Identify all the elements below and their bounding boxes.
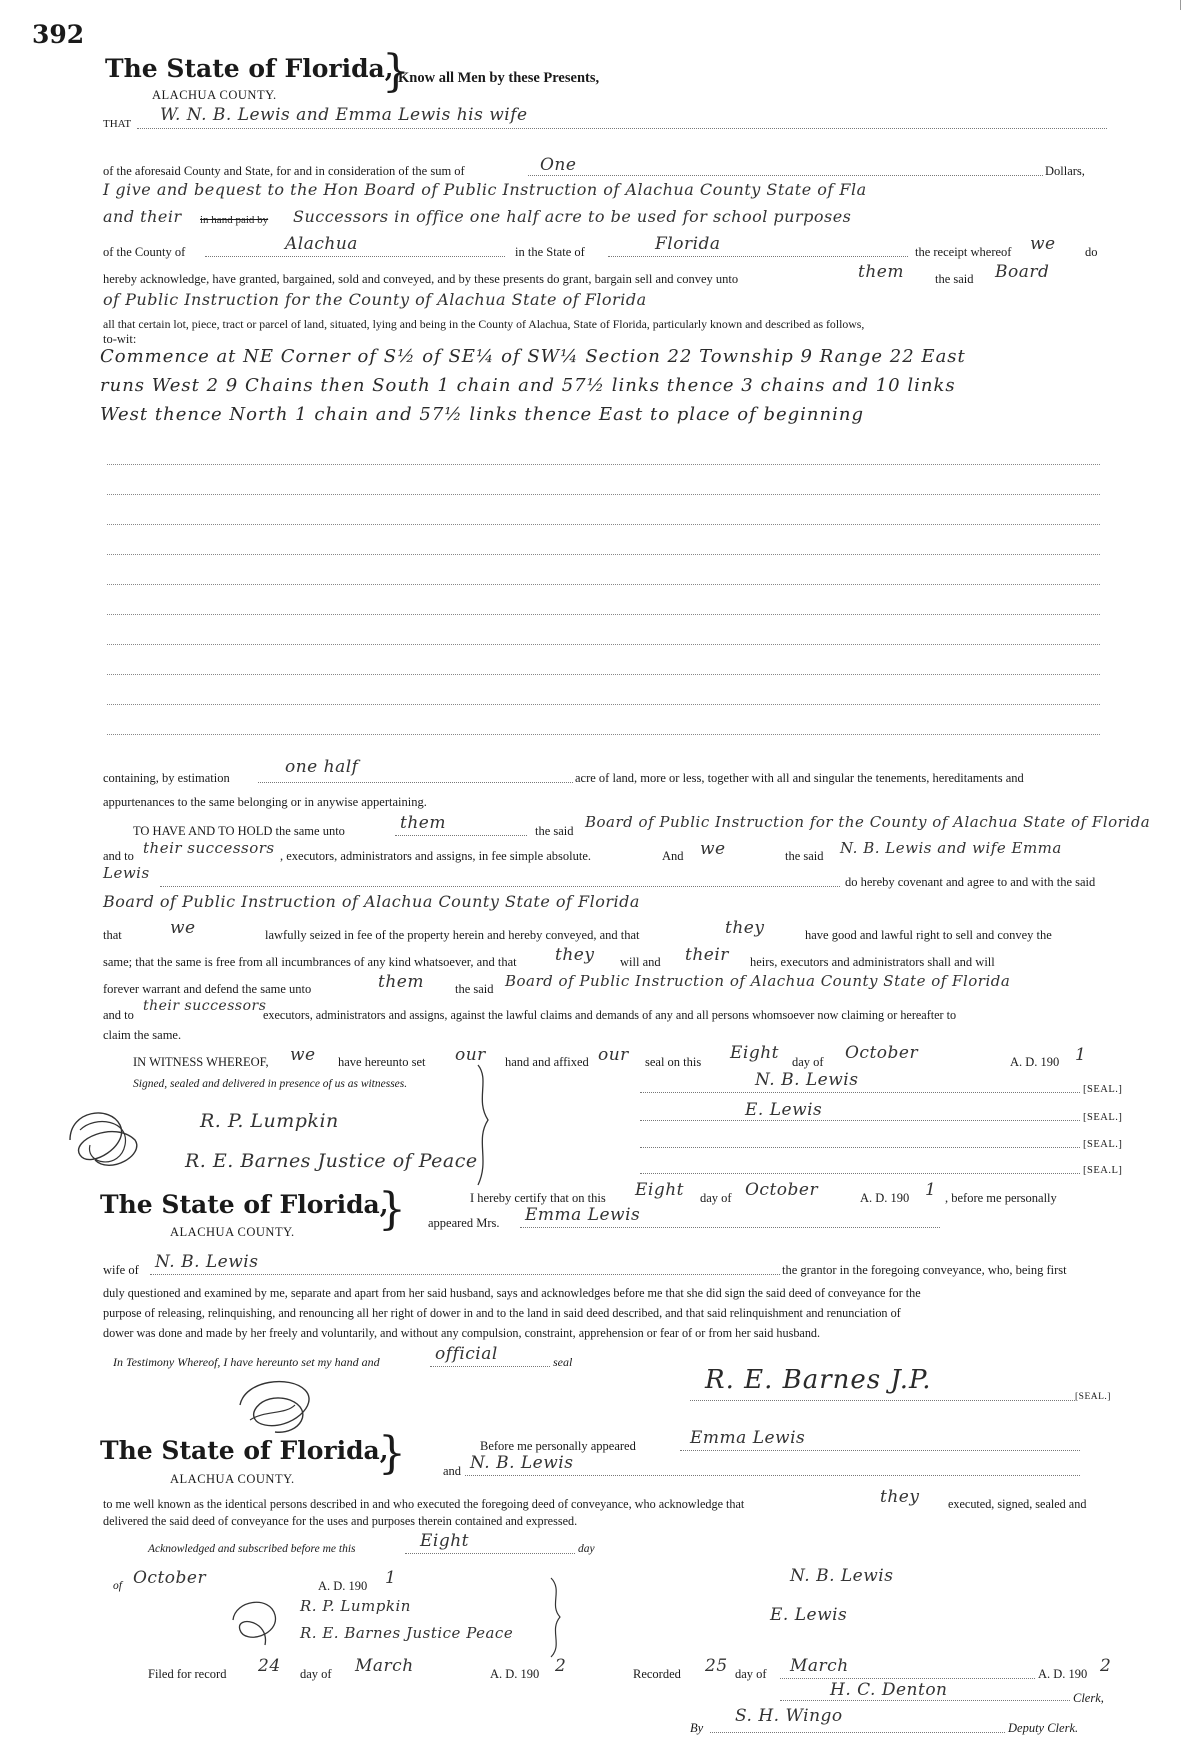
filed-day-handwritten: 24 (258, 1656, 281, 1676)
successors-handwritten: their successors (143, 998, 267, 1014)
description-line: West thence North 1 chain and 57½ links thence East to place of beginning (100, 404, 864, 425)
month-handwritten: October (845, 1043, 919, 1063)
seal-label: [SEAL.] (1075, 1392, 1111, 1402)
signed-sealed-text: Signed, sealed and delivered in presence of us as witnesses. (133, 1078, 408, 1090)
blank-rule (107, 464, 1100, 465)
dotted-line (780, 1678, 1035, 1679)
board-line-handwritten: of Public Instruction for the County of Alachua State of Florida (103, 290, 647, 309)
clerk-label: Clerk, (1073, 1691, 1104, 1705)
blank-rule (107, 554, 1100, 555)
hand-affixed-text: hand and affixed (505, 1055, 589, 1069)
official-handwritten: official (435, 1344, 498, 1364)
dotted-line (640, 1147, 1080, 1148)
and-label: And (662, 849, 684, 863)
to-wit-label: to-wit: (103, 332, 137, 346)
the-said-label: the said (535, 824, 574, 838)
dotted-line (160, 886, 840, 887)
description-line: runs West 2 9 Chains then South 1 chain and 57½ links thence 3 chains and 10 links (100, 375, 956, 396)
board-handwritten: Board (995, 262, 1050, 282)
witness-text: IN WITNESS WHEREOF, (133, 1055, 269, 1069)
them-handwritten: them (858, 262, 904, 282)
grant-text: hereby acknowledge, have granted, bargained, sold and conveyed, and by these presents do grant, bargain sell and convey unto (103, 272, 739, 286)
witness-signature: R. P. Lumpkin (200, 1110, 339, 1132)
recorded-year-handwritten: 2 (1100, 1656, 1112, 1676)
dotted-line (528, 175, 1043, 176)
that-label: THAT (103, 118, 132, 130)
they-handwritten: they (880, 1487, 920, 1507)
dotted-line (608, 256, 908, 257)
ad-label: A. D. 190 (1038, 1667, 1088, 1681)
seal-on-text: seal on this (645, 1055, 702, 1069)
clerk-signature: H. C. Denton (830, 1680, 948, 1700)
ad-label: A. D. 190 (318, 1579, 368, 1593)
dotted-line (465, 1475, 1080, 1476)
ad-label: A. D. 190 (1010, 1055, 1060, 1069)
month-handwritten: October (133, 1568, 207, 1588)
board-handwritten: Board of Public Instruction of Alachua County State of Florida (505, 972, 1011, 990)
ad-label: A. D. 190 (860, 1191, 910, 1205)
assigns-text: executors, administrators and assigns, against the lawful claims and demands of any and all persons whomsoever now claiming or hereafter to (263, 1008, 957, 1022)
appurtenances-text: appurtenances to the same belonging or in anywise appertaining. (103, 795, 427, 809)
executors-text: , executors, administrators and assigns, in fee simple absolute. (280, 849, 592, 863)
in-hand-paid-struck: in hand paid by (200, 214, 269, 226)
we-handwritten: we (700, 839, 726, 859)
do-label: do (1085, 245, 1098, 259)
county-handwritten: Alachua (285, 234, 358, 254)
acknowledged-text: Acknowledged and subscribed before me this (148, 1543, 356, 1555)
year-handwritten: 1 (925, 1180, 937, 1200)
day-of-label: day of (700, 1191, 732, 1205)
day-handwritten: Eight (420, 1531, 470, 1551)
of-label: of (113, 1580, 122, 1592)
we-handwritten: we (170, 918, 196, 938)
blank-rule (107, 674, 1100, 675)
all-that-text: all that certain lot, piece, tract or parcel of land, situated, lying and being in the County of Alachua, State of Florida, particularly known and described as follows, (103, 317, 865, 331)
ad-label: A. D. 190 (490, 1667, 540, 1681)
cert-paragraph: dower was done and made by her freely and voluntarily, and without any compulsion, constraint, apprehension or fear of or from her said husband. (103, 1326, 821, 1340)
the-said-label: the said (455, 982, 494, 996)
our-handwritten: our (598, 1045, 629, 1065)
ack-paragraph: delivered the said deed of conveyance for the uses and purposes therein contained and expressed. (103, 1514, 578, 1528)
have-set-text: have hereunto set (338, 1055, 426, 1069)
dotted-line (640, 1120, 1080, 1121)
names-handwritten: N. B. Lewis and wife Emma (840, 839, 1062, 857)
county-label: ALACHUA COUNTY. (170, 1472, 295, 1486)
dotted-line (395, 835, 527, 836)
state-handwritten: Florida (655, 234, 721, 254)
day-label: day (578, 1543, 595, 1555)
notary-seal-scribble (225, 1590, 285, 1660)
board-handwritten: Board of Public Instruction of Alachua County State of Florida (103, 892, 640, 911)
them-handwritten: them (378, 972, 424, 992)
lawful-right-text: have good and lawful right to sell and convey the (805, 928, 1052, 942)
day-of-label: day of (792, 1055, 824, 1069)
dotted-line (137, 128, 1107, 129)
consideration-text: of the aforesaid County and State, for and in consideration of the sum of (103, 164, 465, 178)
day-handwritten: Eight (730, 1043, 780, 1063)
and-label: and (443, 1464, 462, 1478)
blank-rule (107, 614, 1100, 615)
warrant-text: forever warrant and defend the same unto (103, 982, 312, 996)
dotted-line (640, 1173, 1080, 1174)
notary-flourish-seal (60, 1100, 150, 1180)
their-handwritten: their (685, 945, 729, 965)
brace: } (378, 1184, 406, 1235)
dotted-line (690, 1400, 1075, 1401)
wife-of-label: wife of (103, 1263, 139, 1277)
state-title: The State of Florida, (100, 1436, 389, 1465)
filed-month-handwritten: March (355, 1656, 414, 1676)
filed-label: Filed for record (148, 1667, 227, 1681)
their-handwritten: and their (103, 207, 182, 226)
dotted-line (430, 1366, 550, 1367)
witness-signature: R. E. Barnes Justice Peace (300, 1624, 514, 1642)
seal-label: [SEAL.] (1083, 1084, 1123, 1095)
will-and-label: will and (620, 955, 661, 969)
witness-signature: R. E. Barnes Justice of Peace (185, 1150, 478, 1172)
dotted-line (150, 1274, 780, 1275)
dotted-line (258, 782, 573, 783)
dotted-line (640, 1092, 1080, 1093)
we-handwritten: we (290, 1045, 316, 1065)
grantor-signature: E. Lewis (770, 1605, 848, 1625)
state-of-label: in the State of (515, 245, 585, 259)
witness-brace (470, 1060, 500, 1190)
seal-label: [SEA.L] (1083, 1165, 1123, 1176)
dollars-label: Dollars, (1045, 164, 1085, 178)
county-of-label: of the County of (103, 245, 186, 259)
description-line: Commence at NE Corner of S½ of SE¼ of SW¼ Section 22 Township 9 Range 22 East (100, 346, 966, 367)
ack-paragraph: to me well known as the identical persons described in and who executed the foregoing deed of conveyance, who acknowledge that (103, 1497, 745, 1511)
seized-text: lawfully seized in fee of the property herein and hereby conveyed, and that (265, 928, 640, 942)
executed-text: executed, signed, sealed and (948, 1497, 1087, 1511)
page-number: 392 (32, 20, 85, 49)
the-said-label: the said (785, 849, 824, 863)
blank-rule (107, 494, 1100, 495)
that-label: that (103, 928, 122, 942)
incumbrances-text: same; that the same is free from all incumbrances of any kind whatsoever, and that (103, 955, 517, 969)
dotted-line (205, 256, 505, 257)
day-of-label: day of (735, 1667, 767, 1681)
grantor-text: the grantor in the foregoing conveyance, who, being first (782, 1263, 1067, 1277)
board-handwritten: Board of Public Instruction for the County of Alachua State of Florida (585, 813, 1151, 831)
brace: } (382, 46, 410, 97)
year-handwritten: 1 (1075, 1045, 1087, 1065)
recorded-label: Recorded (633, 1667, 681, 1681)
deputy-clerk-label: Deputy Clerk. (1008, 1721, 1079, 1735)
grantors-handwritten: W. N. B. Lewis and Emma Lewis his wife (160, 105, 528, 125)
deputy-signature: S. H. Wingo (735, 1706, 843, 1726)
our-handwritten: our (455, 1045, 486, 1065)
justice-signature: R. E. Barnes J.P. (705, 1365, 932, 1395)
cert-paragraph: duly questioned and examined by me, separate and apart from her said husband, says and acknowledges before me that she did sign the said deed of conveyance for the (103, 1286, 921, 1300)
blank-rule (107, 584, 1100, 585)
successors-handwritten: their successors (143, 839, 275, 857)
brace: } (378, 1428, 406, 1479)
bequest-handwritten: I give and bequest to the Hon Board of Public Instruction of Alachua County State of Fla (103, 180, 867, 199)
covenant-text: do hereby covenant and agree to and with the said (845, 875, 1096, 889)
before-personally-text: , before me personally (945, 1191, 1057, 1205)
county-label: ALACHUA COUNTY. (152, 88, 277, 102)
containing-label: containing, by estimation (103, 771, 230, 785)
testimony-text: In Testimony Whereof, I have hereunto set my hand and (113, 1355, 380, 1369)
witness-signature: R. P. Lumpkin (300, 1597, 411, 1615)
day-of-label: day of (300, 1667, 332, 1681)
claim-the-same: claim the same. (103, 1028, 182, 1042)
month-handwritten: October (745, 1180, 819, 1200)
they-handwritten: they (725, 918, 765, 938)
grantor-signature: N. B. Lewis (790, 1566, 894, 1586)
receipt-label: the receipt whereof (915, 245, 1012, 259)
recorded-day-handwritten: 25 (705, 1656, 728, 1676)
seal-label: [SEAL.] (1083, 1112, 1123, 1123)
blank-rule (107, 524, 1100, 525)
they-handwritten: they (555, 945, 595, 965)
emma-handwritten: Emma Lewis (690, 1428, 806, 1448)
blank-rule (107, 704, 1100, 705)
appeared-text: appeared Mrs. (428, 1216, 500, 1230)
and-to-label: and to (103, 849, 134, 863)
filed-year-handwritten: 2 (555, 1656, 567, 1676)
grantor-signature: E. Lewis (745, 1100, 823, 1120)
lewis-handwritten: Lewis (103, 864, 150, 882)
seal-word: seal (553, 1355, 573, 1369)
dotted-line (710, 1732, 1005, 1733)
blank-rule (107, 734, 1100, 735)
husband-handwritten: N. B. Lewis (470, 1453, 574, 1473)
know-all-men: Know all Men by these Presents, (398, 70, 600, 86)
the-said-label: the said (935, 272, 974, 286)
dotted-line (405, 1553, 575, 1554)
dotted-line (780, 1700, 1070, 1701)
page-edge-line (1180, 0, 1181, 10)
them-handwritten: them (400, 813, 446, 833)
grantor-signature: N. B. Lewis (755, 1070, 859, 1090)
successors-handwritten: Successors in office one half acre to be used for school purposes (293, 207, 852, 226)
heirs-text: heirs, executors and administrators shall and will (750, 955, 995, 969)
acre-text: acre of land, more or less, together with all and singular the tenements, hereditaments and (575, 771, 1024, 785)
official-seal-scribble (230, 1370, 330, 1440)
cert-paragraph: purpose of releasing, relinquishing, and renouncing all her right of dower in and to the land in said deed described, and that said relinquishment and renunciation of (103, 1306, 901, 1320)
ack-brace (545, 1575, 570, 1660)
year-handwritten: 1 (385, 1568, 397, 1588)
certify-text: I hereby certify that on this (470, 1191, 606, 1205)
recorded-month-handwritten: March (790, 1656, 849, 1676)
sum-handwritten: One (540, 155, 577, 175)
seal-label: [SEAL.] (1083, 1139, 1123, 1150)
state-title: The State of Florida, (105, 54, 394, 83)
husband-handwritten: N. B. Lewis (155, 1252, 259, 1272)
state-title: The State of Florida, (100, 1190, 389, 1219)
dotted-line (520, 1227, 940, 1228)
habendum-text: TO HAVE AND TO HOLD the same unto (133, 824, 345, 838)
by-label: By (690, 1721, 704, 1735)
emma-handwritten: Emma Lewis (525, 1205, 641, 1225)
county-label: ALACHUA COUNTY. (170, 1225, 295, 1239)
day-handwritten: Eight (635, 1180, 685, 1200)
one-half-handwritten: one half (285, 757, 359, 777)
before-me-text: Before me personally appeared (480, 1439, 636, 1453)
dotted-line (680, 1450, 1080, 1451)
we-handwritten: we (1030, 234, 1056, 254)
and-to-label: and to (103, 1008, 134, 1022)
blank-rule (107, 644, 1100, 645)
